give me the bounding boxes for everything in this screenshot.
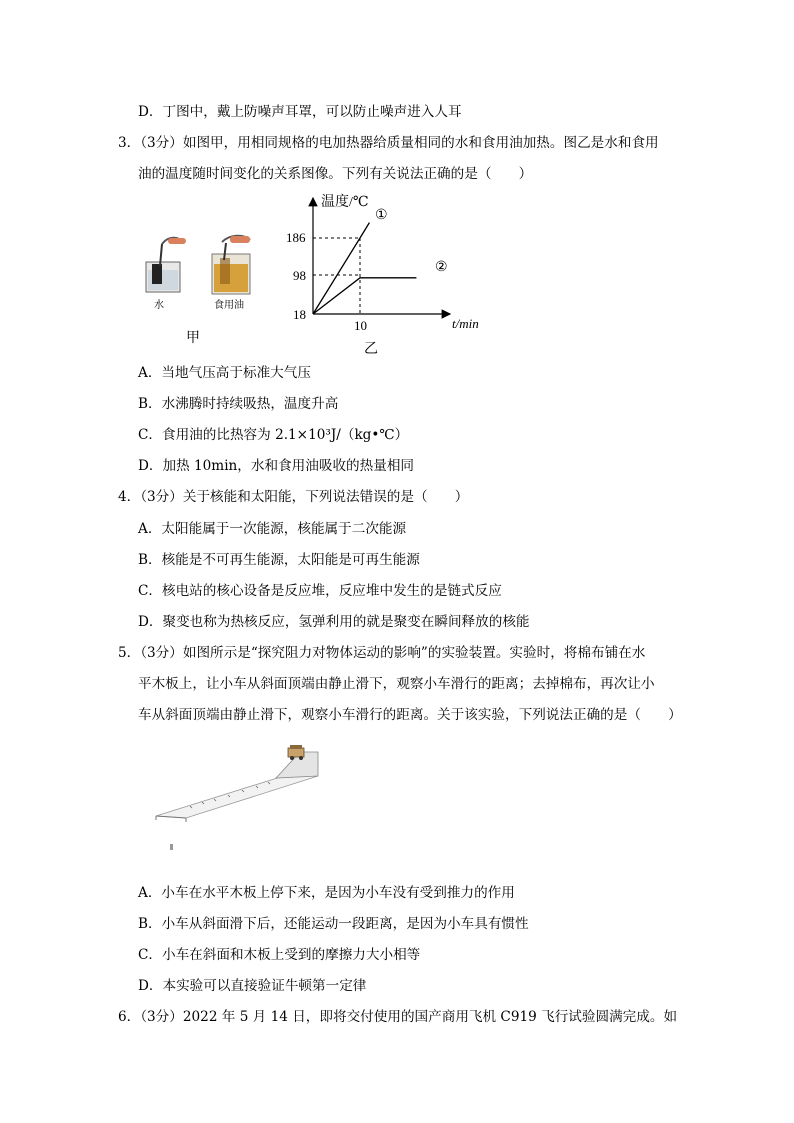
q3-option-a: A．当地气压高于标准大气压: [138, 365, 311, 381]
q3-option-c: C．食用油的比热容为 2.1×10³J/（kg•℃）: [138, 427, 409, 443]
water-beaker-icon: [146, 238, 186, 292]
q5-stem-line3: 车从斜面顶端由静止滑下，观察小车滑行的距离。关于该实验，下列说法正确的是（ ）: [138, 707, 682, 723]
y-axis-label: 温度/℃: [321, 195, 369, 210]
q5-option-b: B．小车从斜面滑下后，还能运动一段距离，是因为小车具有惯性: [138, 916, 529, 932]
board-icon: [156, 774, 318, 818]
q3-option-b: B．水沸腾时持续吸热，温度升高: [138, 396, 339, 412]
q6-stem-line1: 6．（3分）2022 年 5 月 14 日，即将交付使用的国产商用飞机 C919 飞行试验圆满完成。如: [118, 1009, 678, 1025]
q3-option-d: D．加热 10min，水和食用油吸收的热量相同: [138, 458, 415, 474]
y-tick-186: 186: [286, 230, 306, 245]
q4-option-a: A．太阳能属于一次能源，核能属于二次能源: [138, 521, 407, 537]
x-axis-label: t/min: [452, 316, 479, 331]
q4-option-b: B．核能是不可再生能源，太阳能是可再生能源: [138, 552, 420, 568]
figure-jia: [138, 232, 263, 350]
q3-stem-line1: 3．（3分）如图甲，用相同规格的电加热器给质量相同的水和食用油加热。图乙是水和食用: [118, 135, 659, 151]
q2-option-d: D．丁图中，戴上防噪声耳罩，可以防止噪声进入人耳: [138, 104, 462, 120]
q5-option-c: C．小车在斜面和木板上受到的摩擦力大小相等: [138, 947, 421, 963]
incline-apparatus-figure: [150, 738, 340, 858]
y-tick-98: 98: [293, 268, 306, 283]
y-tick-18: 18: [293, 307, 306, 322]
stand-mark-icon: [170, 844, 173, 850]
series-1-label: ①: [375, 208, 388, 223]
q4-option-d: D．聚变也称为热核反应，氢弹利用的就是聚变在瞬间释放的核能: [138, 614, 530, 630]
q5-option-d: D．本实验可以直接验证牛顿第一定律: [138, 978, 367, 994]
series-2-line: [313, 278, 416, 314]
oil-beaker-icon: [212, 236, 250, 294]
series-2-label: ②: [435, 260, 448, 275]
figure-yi-caption: 乙: [364, 342, 378, 357]
water-label: 水: [154, 300, 164, 311]
series-1-line: [313, 223, 369, 314]
q3-stem-line2: 油的温度随时间变化的关系图像。下列有关说法正确的是（ ）: [138, 166, 533, 182]
q5-stem-line2: 平木板上，让小车从斜面顶端由静止滑下，观察小车滑行的距离；去掉棉布，再次让小: [138, 676, 655, 692]
figure-yi-chart: [270, 190, 495, 360]
q4-stem: 4．（3分）关于核能和太阳能，下列说法错误的是（ ）: [118, 489, 469, 505]
oil-label: 食用油: [214, 300, 244, 311]
q4-option-c: C．核电站的核心设备是反应堆，反应堆中发生的是链式反应: [138, 583, 502, 599]
q5-stem-line1: 5．（3分）如图所示是“探究阻力对物体运动的影响”的实验装置。实验时，将棉布铺在水: [118, 645, 646, 661]
x-tick-10: 10: [354, 318, 367, 333]
figure-jia-caption: 甲: [186, 331, 200, 346]
q5-option-a: A．小车在水平木板上停下来，是因为小车没有受到推力的作用: [138, 885, 515, 901]
